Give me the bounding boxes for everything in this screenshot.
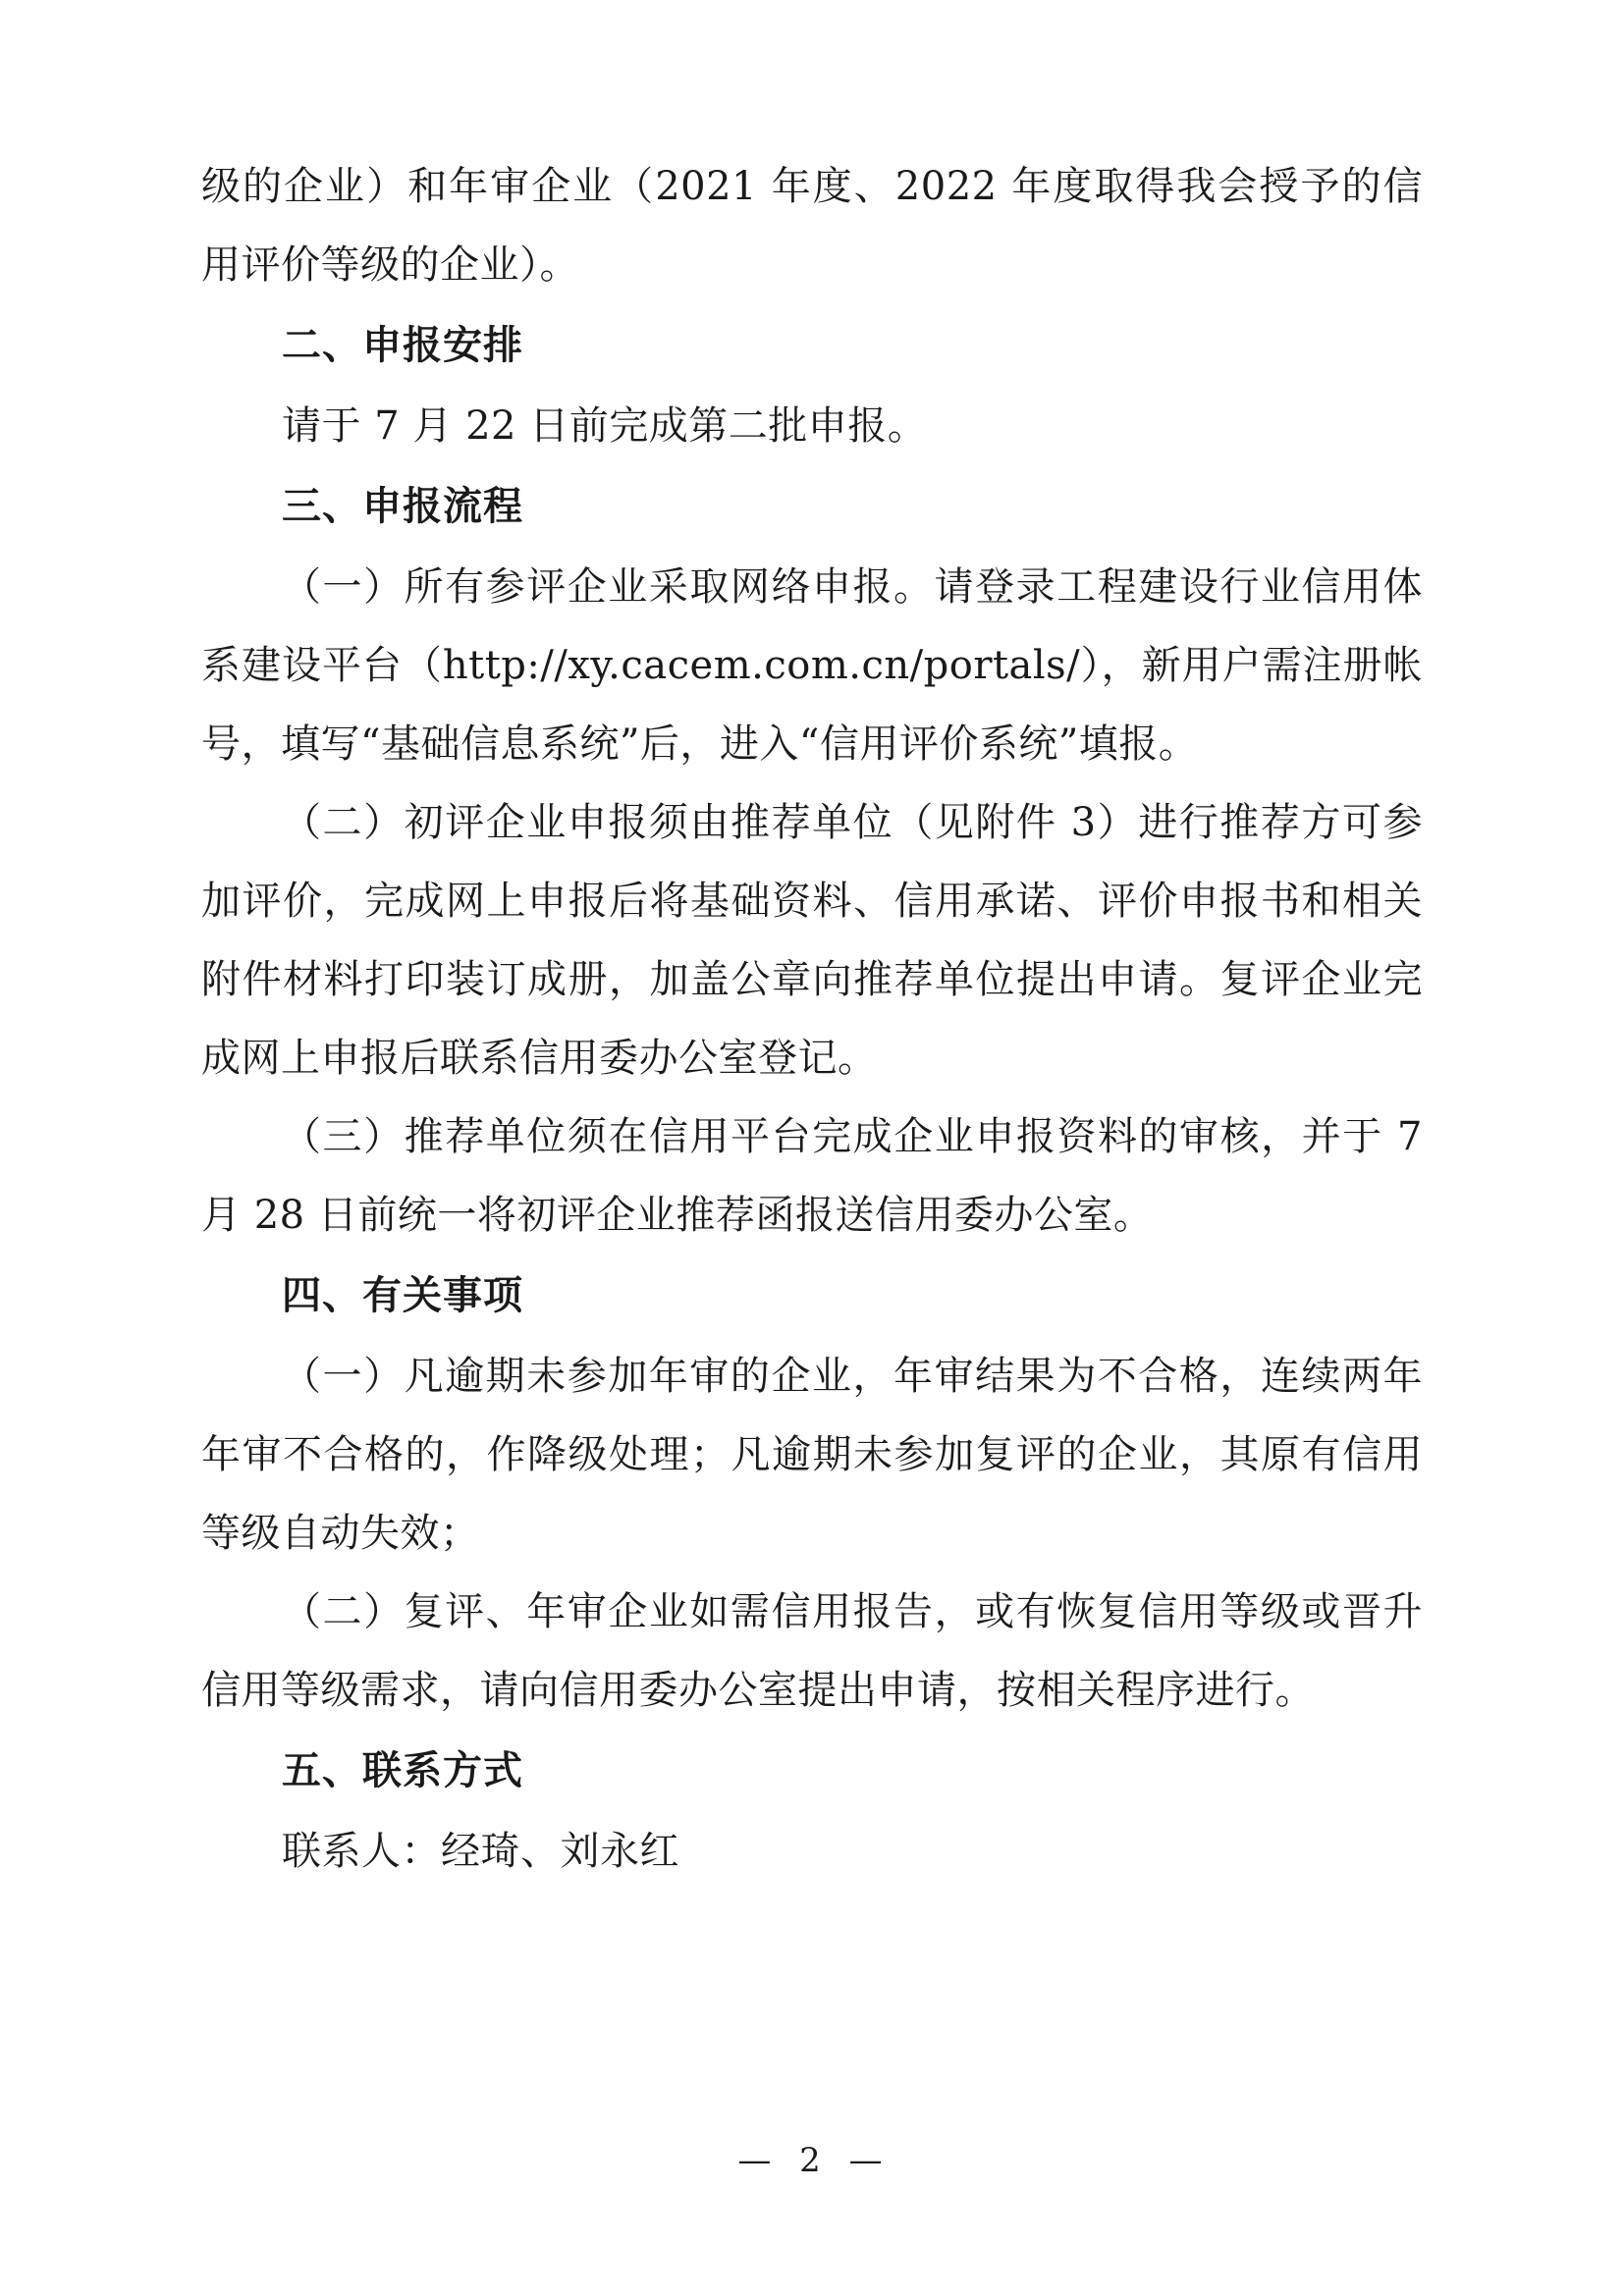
paragraph-section-3-item-2: （二）初评企业申报须由推荐单位（见附件 3）进行推荐方可参加评价，完成网上申报后将基础资料、信用承诺、评价申报书和相关附件材料打印装订成册，加盖公章向推荐单位提出申请。复评企业完成网上申报后联系信用委办公室登记。 (201, 800, 1423, 1081)
paragraph-section-5-contacts: 联系人：经琦、刘永红 (282, 1829, 679, 1874)
paragraph-continued-scope: 级的企业）和年审企业（2021 年度、2022 年度取得我会授予的信用评价等级的企业）。 (201, 164, 1423, 288)
footer-dash-left: — (737, 2141, 776, 2180)
paragraph-section-3-item-1: （一）所有参评企业采取网络申报。请登录工程建设行业信用体系建设平台（http://xy.cacem.com.cn/portals/），新用户需注册帐号，填写“基础信息系统”后，进入“信用评价系统”填报。 (201, 564, 1423, 767)
page-number: 2 (799, 2141, 825, 2180)
heading-section-4: 四、有关事项 (282, 1273, 523, 1318)
paragraph-section-4-item-1: （一）凡逾期未参加年审的企业，年审结果为不合格，连续两年年审不合格的，作降级处理；凡逾期未参加复评的企业，其原有信用等级自动失效； (201, 1354, 1423, 1556)
heading-section-2: 二、申报安排 (282, 323, 523, 368)
paragraph-section-2-schedule: 请于 7 月 22 日前完成第二批申报。 (282, 403, 928, 449)
footer-dash-right: — (848, 2141, 887, 2180)
heading-section-5: 五、联系方式 (282, 1748, 523, 1793)
page-footer (0, 2141, 1624, 2180)
heading-section-3: 三、申报流程 (282, 484, 523, 529)
document-body (201, 147, 1423, 1891)
paragraph-section-3-item-3: （三）推荐单位须在信用平台完成企业申报资料的审核，并于 7 月 28 日前统一将初评企业推荐函报送信用委办公室。 (201, 1114, 1423, 1238)
paragraph-section-4-item-2: （二）复评、年审企业如需信用报告，或有恢复信用等级或晋升信用等级需求，请向信用委办公室提出申请，按相关程序进行。 (201, 1589, 1423, 1713)
